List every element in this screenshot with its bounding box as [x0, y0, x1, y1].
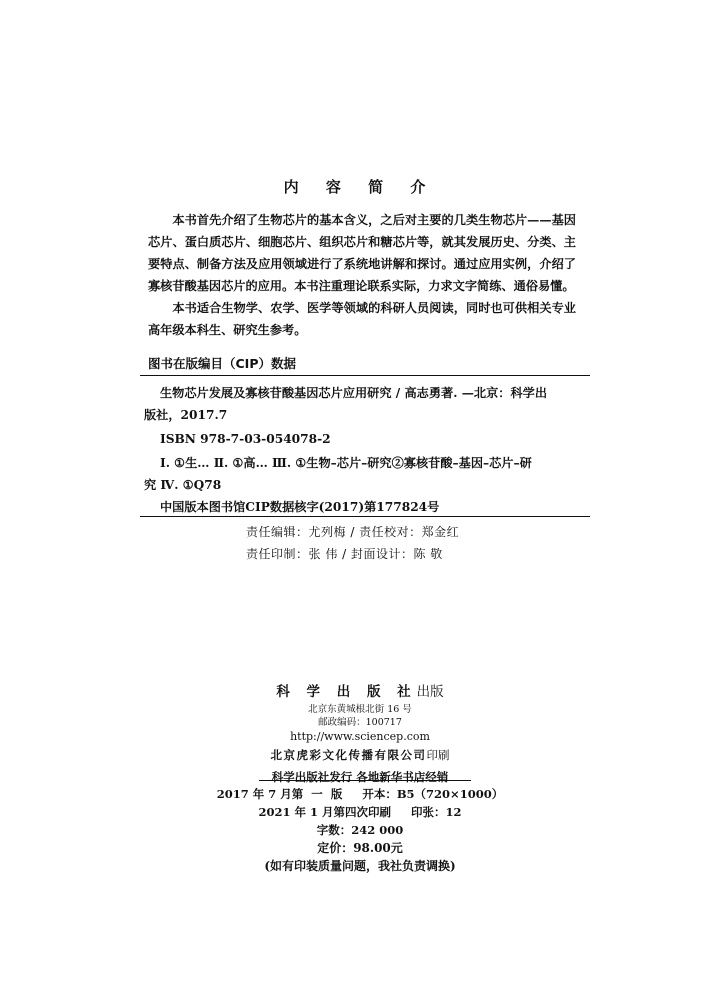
- editor-line-2: 责任印制：张 伟 / 封面设计：陈 敬: [246, 547, 443, 561]
- distribution-line: 科学出版社发行 各地新华书店经销: [271, 770, 449, 784]
- publisher-address: 北京东黄城根北街 16 号: [308, 704, 412, 715]
- publisher-postcode: 邮政编码：100717: [318, 717, 402, 728]
- publisher-url: http://www.sciencep.com: [290, 730, 430, 743]
- book-introduction: [148, 209, 576, 341]
- printer-name: 北京虎彩文化传播有限公司: [270, 748, 427, 762]
- edition-line: 2017 年 7 月第 一 版 开本：B5（720×1000）: [216, 787, 504, 801]
- edition-specs: [0, 785, 720, 857]
- publisher-name-line: [0, 682, 720, 703]
- cip-title-entry: [142, 382, 582, 426]
- editor-line-1: 责任编辑：尤列梅 / 责任校对：郑金红: [246, 525, 460, 539]
- intro-paragraph-1: 本书首先介绍了生物芯片的基本含义，之后对主要的几类生物芯片——基因芯片、蛋白质芯片、细胞芯片、组织芯片和糖芯片等，就其发展历史、分类、主要特点、制备方法及应用领域进行了系统地讲解和探讨。通过应用实例，介绍了寡核苷酸基因芯片的应用。本书注重理论联系实际，力求文字简练、通俗易懂。: [148, 213, 576, 293]
- printing-line: 2021 年 1 月第四次印刷 印张：12: [258, 805, 462, 819]
- cip-class-line-1: Ⅰ. ①生… Ⅱ. ①高… Ⅲ. ①生物–芯片–研究②寡核苷酸–基因–芯片–研: [160, 456, 532, 470]
- word-count-line: 字数：242 000: [316, 823, 404, 837]
- cip-top-rule: [140, 375, 590, 376]
- publisher-block: [0, 682, 720, 788]
- printer-line: [0, 744, 720, 766]
- cip-classification: [142, 452, 582, 496]
- printer-suffix: 印刷: [426, 748, 450, 762]
- cip-number: [142, 496, 582, 518]
- cip-class-line-2: 究 Ⅳ. ①Q78: [144, 478, 222, 492]
- cip-number-text: 中国版本图书馆CIP数据核字(2017)第177824号: [160, 500, 440, 514]
- cip-heading: 图书在版编目（CIP）数据: [148, 356, 296, 371]
- publisher-name: 科 学 出 版 社: [276, 684, 417, 700]
- cip-bottom-rule: [140, 516, 590, 517]
- page-title: 内 容 简 介: [283, 178, 437, 196]
- cip-isbn: [142, 428, 582, 450]
- cip-entry-line-2: 版社，2017.7: [144, 408, 228, 422]
- price-line: 定价：98.00元: [317, 841, 403, 855]
- quality-notice: (如有印装质量问题，我社负责调换): [264, 859, 456, 873]
- publisher-rule: [259, 780, 471, 781]
- intro-paragraph-2: 本书适合生物学、农学、医学等领域的科研人员阅读，同时也可供相关专业高年级本科生、研究生参考。: [148, 301, 576, 337]
- publisher-name-suffix: 出版: [416, 684, 444, 700]
- cip-entry-line-1: 生物芯片发展及寡核苷酸基因芯片应用研究 / 高志勇著. —北京：科学出: [160, 386, 548, 400]
- isbn-text: ISBN 978-7-03-054078-2: [160, 432, 331, 446]
- editorial-credits: [246, 521, 459, 565]
